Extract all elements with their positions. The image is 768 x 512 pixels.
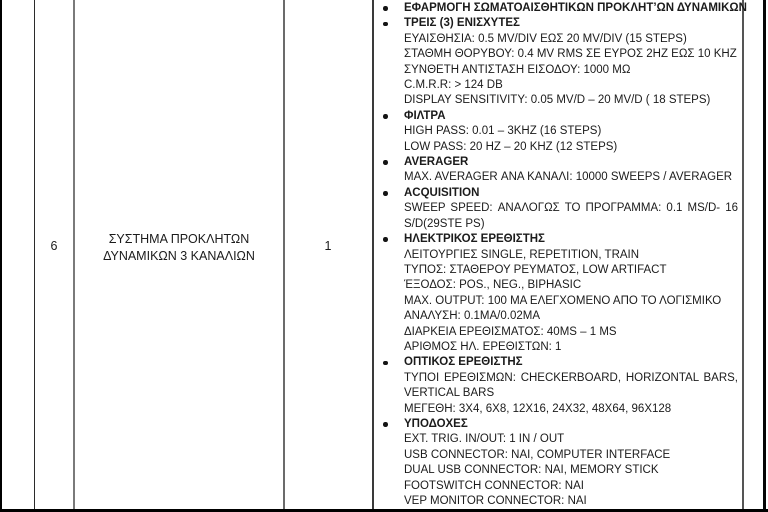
spec-detail-line: ΕΥΑΙΣΘΗΣΙΑ: 0.5 MV/DIV ΕΩΣ 20 MV/DIV (15 STEPS)	[404, 32, 687, 45]
table-border-col-name	[283, 0, 285, 512]
bullet-icon	[383, 237, 388, 242]
spec-section-header	[372, 1, 747, 16]
specifications-cell	[372, 1, 747, 509]
spec-detail-line: FOOTSWITCH CONNECTOR: ΝΑΙ	[404, 479, 584, 492]
spec-detail-line: ΑΝΑΛΥΣΗ: 0.1ΜΑ/0.02ΜΑ	[404, 310, 541, 323]
item-name-line2: ΔΥΝΑΜΙΚΩΝ 3 ΚΑΝΑΛΙΩΝ	[103, 248, 255, 263]
spec-detail-line: ΤΥΠΟΙ ΕΡΕΘΙΣΜΩΝ: CHECKERBOARD, HORIZONTAL BARS,	[404, 371, 738, 384]
spec-section-header	[372, 155, 742, 170]
spec-detail-line: ΣΤΑΘΜΗ ΘΟΡΥΒΟΥ: 0.4 MV RMS ΣΕ ΕΥΡΟΣ 2HZ ΕΩΣ 10 KHZ	[404, 48, 737, 61]
spec-detail-line: MAX. AVERAGER ΑΝΑ ΚΑΝΑΛΙ: 10000 SWEEPS / AVERAGER	[404, 171, 733, 184]
spec-detail-line: HIGH PASS: 0.01 – 3KHZ (16 STEPS)	[404, 125, 602, 138]
item-name-cell	[76, 231, 282, 264]
item-number-cell	[35, 238, 73, 255]
spec-detail-line: DISPLAY SENSITIVITY: 0.05 MV/D – 20 MV/D ( 18 STEPS)	[404, 94, 711, 107]
bullet-icon	[383, 361, 388, 366]
table-border-outer-right	[763, 0, 766, 512]
spec-section-header-label: ΦΙΛΤΡΑ	[404, 109, 446, 122]
bullet-icon	[383, 160, 388, 165]
item-name-line1: ΣΥΣΤΗΜΑ ΠΡΟΚΛΗΤΩΝ	[108, 232, 250, 246]
spec-detail-line: ΤΥΠΟΣ: ΣΤΑΘΕΡΟΥ ΡΕΥΜΑΤΟΣ, LOW ARTIFACT	[404, 263, 667, 276]
spec-section-header	[372, 109, 742, 124]
spec-section-header	[372, 16, 742, 31]
item-quantity-cell	[285, 238, 371, 255]
spec-section-header-label: ΗΛΕΚΤΡΙΚΟΣ ΕΡΕΘΙΣΤΗΣ	[404, 233, 545, 246]
spec-detail-line: ΛΕΙΤΟΥΡΓΙΕΣ SINGLE, REPETITION, TRAIN	[404, 248, 640, 261]
table-border-outer-left	[0, 0, 2, 512]
spec-detail-line: ΣΥΝΘΕΤΗ ΑΝΤΙΣΤΑΣΗ ΕΙΣΟΔΟΥ: 1000 ΜΩ	[404, 63, 631, 76]
table-border-col-specs	[742, 0, 744, 512]
item-quantity: 1	[324, 239, 332, 253]
spec-detail-line: DUAL USB CONNECTOR: ΝΑΙ, MEMORY STICK	[404, 464, 659, 477]
spec-detail-line: SWEEP SPEED: ΑΝΑΛΟΓΩΣ ΤΟ ΠΡΟΓΡΑΜΜΑ: 0.1 MS/D- 16	[404, 202, 738, 215]
spec-section-header	[372, 186, 742, 201]
spec-detail-line: USB CONNECTOR: ΝΑΙ, COMPUTER INTERFACE	[404, 448, 671, 461]
spec-section-header-label: ΟΠΤΙΚΟΣ ΕΡΕΘΙΣΤΗΣ	[404, 356, 523, 369]
table-border-col-number	[73, 0, 75, 512]
spec-section-header	[372, 355, 742, 370]
bullet-icon	[383, 191, 388, 196]
spec-section-header-label: ΥΠΟΔΟΧΕΣ	[404, 417, 468, 430]
bullet-icon	[383, 22, 388, 27]
spec-detail-line: MAX. OUTPUT: 100 MA ΕΛΕΓΧΟΜΕΝΟ ΑΠΟ ΤΟ ΛΟΓΙΣΜΙΚΟ	[404, 294, 722, 307]
spec-section-header-label: ΕΦΑΡΜΟΓΗ ΣΩΜΑΤΟΑΙΣΘΗΤΙΚΩΝ ΠΡΟΚΛΗΤ’ΩΝ ΔΥΝΑΜΙΚΩΝ	[404, 2, 747, 14]
spec-section-header	[372, 232, 742, 247]
bullet-icon	[383, 114, 388, 119]
spec-detail-line: S/D(29STE PS)	[404, 217, 485, 230]
spec-detail-line: ΈΞΟΔΟΣ: POS., NEG., BIPHASIC	[404, 279, 582, 292]
spec-section-header-label: ΤΡΕΙΣ (3) ΕΝΙΣΧΥΤΕΣ	[404, 17, 520, 30]
table-border-col-margin	[34, 0, 35, 512]
spec-detail-line: C.M.R.R: > 124 DB	[404, 79, 503, 92]
spec-section-header-label: AVERAGER	[404, 156, 469, 169]
spec-section-header	[372, 417, 742, 432]
spec-detail-line: VERTICAL BARS	[404, 387, 495, 400]
bullet-icon	[383, 422, 388, 427]
spec-detail-line: ΔΙΑΡΚΕΙΑ ΕΡΕΘΙΣΜΑΤΟΣ: 40MS – 1 MS	[404, 325, 617, 338]
spec-detail-line: ΜΕΓΕΘΗ: 3Χ4, 6Χ8, 12Χ16, 24Χ32, 48Χ64, 96Χ128	[404, 402, 672, 415]
spec-detail-line: ΑΡΙΘΜΟΣ ΗΛ. ΕΡΕΘΙΣΤΩΝ: 1	[404, 340, 562, 353]
spec-section-header-label: ACQUISITION	[404, 186, 480, 199]
spec-detail-line: EXT. TRIG. IN/OUT: 1 IN / OUT	[404, 433, 565, 446]
item-number: 6	[50, 239, 58, 253]
spec-detail-line: LOW PASS: 20 HZ – 20 KHZ (12 STEPS)	[404, 140, 618, 153]
spec-detail-line: VEP MONITOR CONNECTOR: ΝΑΙ	[404, 495, 587, 507]
bullet-icon	[383, 6, 388, 11]
